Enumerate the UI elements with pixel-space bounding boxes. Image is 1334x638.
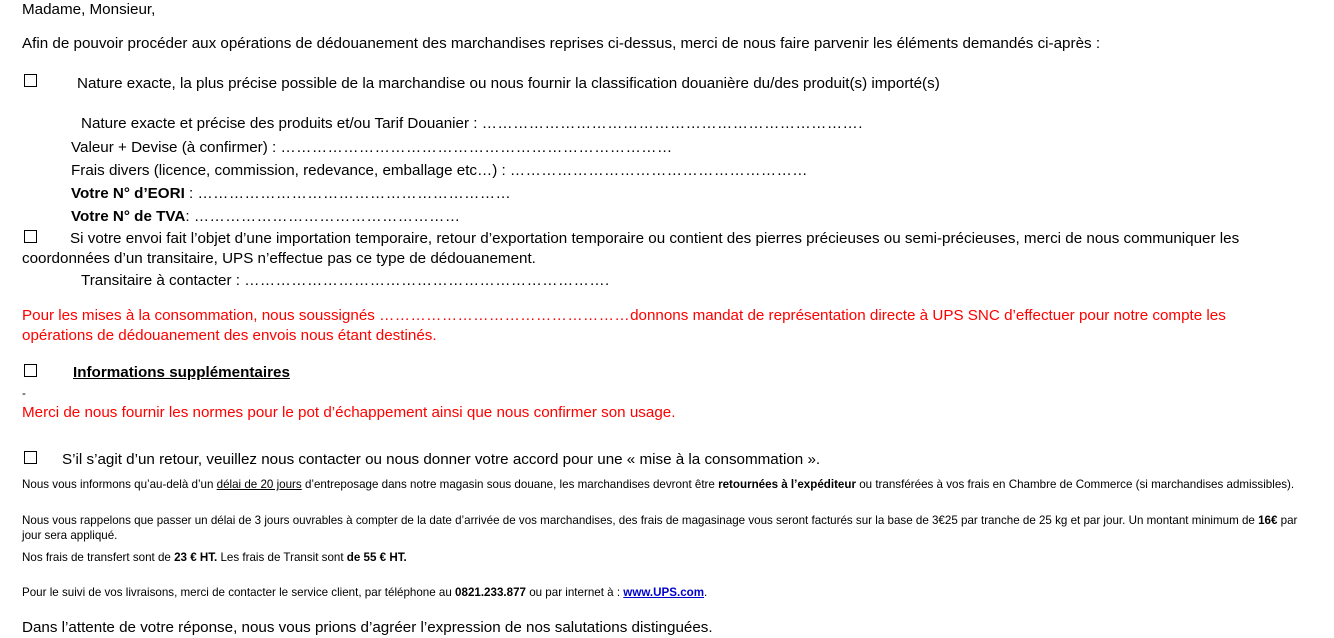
- closing-text: Dans l’attente de votre réponse, nous vous prions d’agréer l’expression de nos salutations distinguées.: [22, 619, 713, 636]
- field-nature-exacte-dots: ……………………………………………………………….: [481, 115, 863, 132]
- field-valeur-devise-dots: …………………………………………………………………: [280, 139, 673, 156]
- field-tva-label: Votre N° de TVA: [71, 208, 186, 225]
- small-note-4: [22, 585, 1312, 600]
- ups-website-link[interactable]: www.UPS.com: [623, 586, 705, 599]
- customer-service-phone: 0821.233.877: [455, 586, 526, 599]
- checkbox-item-4[interactable]: [24, 451, 37, 464]
- small-note-2: [22, 513, 1312, 543]
- salutation-text: Madame, Monsieur,: [22, 1, 156, 18]
- field-eori: [71, 184, 511, 203]
- small-note-2-amount: 16€: [1258, 514, 1278, 527]
- intro-paragraph: Afin de pouvoir procéder aux opérations de dédouanement des marchandises reprises ci-dessus, merci de nous faire parvenir les éléments demandés ci-après :: [22, 35, 1101, 52]
- field-eori-label: Votre N° d’EORI: [71, 185, 185, 202]
- field-tva: [71, 207, 461, 226]
- field-transitaire: [81, 271, 610, 290]
- mandate-part2: donnons mandat de représentation directe à UPS SNC d’effectuer pour notre compte les opérations de dédouanement des envois nous étant destinés.: [22, 307, 1226, 344]
- field-transitaire-label: Transitaire à contacter :: [81, 272, 245, 289]
- item2-text: Si votre envoi fait l’objet d’une importation temporaire, retour d’exportation temporaire ou contient des pierres précieuses ou semi-précieuses, merci de nous communiquer les coordonnées d’un transitaire, UPS n’effectue pas ce type de dédouanement.: [22, 230, 1240, 267]
- mandate-dots: …………………………………………: [379, 307, 631, 324]
- field-tva-separator: :: [185, 208, 194, 225]
- item3-note: Merci de nous fournir les normes pour le pot d’échappement ainsi que nous confirmer son usage.: [22, 404, 676, 421]
- small-note-1-c: d’entreposage dans notre magasin sous douane, les marchandises devront être: [301, 478, 719, 491]
- mandate-part1: Pour les mises à la consommation, nous soussignés: [22, 307, 380, 324]
- field-eori-separator: :: [184, 185, 198, 202]
- small-note-3-transit-fee: de 55 € HT.: [346, 551, 407, 564]
- field-tva-dots: ……………………………………………: [193, 208, 461, 225]
- field-frais-divers: [71, 161, 808, 180]
- field-transitaire-dots: …………………………………………………………….: [244, 272, 610, 289]
- small-note-1-delay: délai de 20 jours: [216, 478, 302, 491]
- small-note-3-a: Nos frais de transfert sont de: [22, 551, 175, 564]
- small-note-2-c: par jour sera appliqué.: [22, 514, 1298, 543]
- small-note-3-transfer-fee: 23 € HT.: [174, 551, 218, 564]
- small-note-3-c: Les frais de Transit sont: [217, 551, 347, 564]
- item3-dash: -: [22, 387, 26, 400]
- small-note-1-a: Nous vous informons qu’au-delà d’un: [22, 478, 217, 491]
- field-nature-exacte: [81, 114, 863, 133]
- field-valeur-devise: [71, 138, 673, 157]
- small-note-4-a: Pour le suivi de vos livraisons, merci de contacter le service client, par téléphone au: [22, 586, 456, 599]
- field-frais-divers-label: Frais divers (licence, commission, redevance, emballage etc…) :: [71, 162, 510, 179]
- item3-heading: Informations supplémentaires: [73, 364, 290, 381]
- small-note-1: [22, 477, 1312, 492]
- field-frais-divers-dots: …………………………………………………: [509, 162, 808, 179]
- small-note-4-d: .: [704, 586, 708, 599]
- item1-label: Nature exacte, la plus précise possible de la marchandise ou nous fournir la classification douanière du/des produit(s) importé(s): [77, 75, 940, 92]
- small-note-4-c: ou par internet à :: [525, 586, 624, 599]
- small-note-1-return: retournées à l’expéditeur: [718, 478, 856, 491]
- small-note-2-a: Nous vous rappelons que passer un délai de 3 jours ouvrables à compter de la date d’arrivée de vos marchandises, des frais de magasinage vous seront facturés sur la base de 3€25 par tranche de 25 kg et par jour. Un montant minimum de: [22, 514, 1259, 527]
- mandate-paragraph: [22, 306, 1267, 346]
- field-eori-dots: ……………………………………………………: [197, 185, 512, 202]
- field-nature-exacte-label: Nature exacte et précise des produits et/ou Tarif Douanier :: [81, 115, 482, 132]
- small-note-1-e: ou transférées à vos frais en Chambre de Commerce (si marchandises admissibles).: [855, 478, 1295, 491]
- item4-text: S’il s’agit d’un retour, veuillez nous contacter ou nous donner votre accord pour une « mise à la consommation ».: [62, 451, 821, 468]
- checkbox-item-1[interactable]: [24, 74, 37, 87]
- field-valeur-devise-label: Valeur + Devise (à confirmer) :: [71, 139, 281, 156]
- checkbox-item-3[interactable]: [24, 364, 37, 377]
- small-note-3: [22, 550, 1312, 565]
